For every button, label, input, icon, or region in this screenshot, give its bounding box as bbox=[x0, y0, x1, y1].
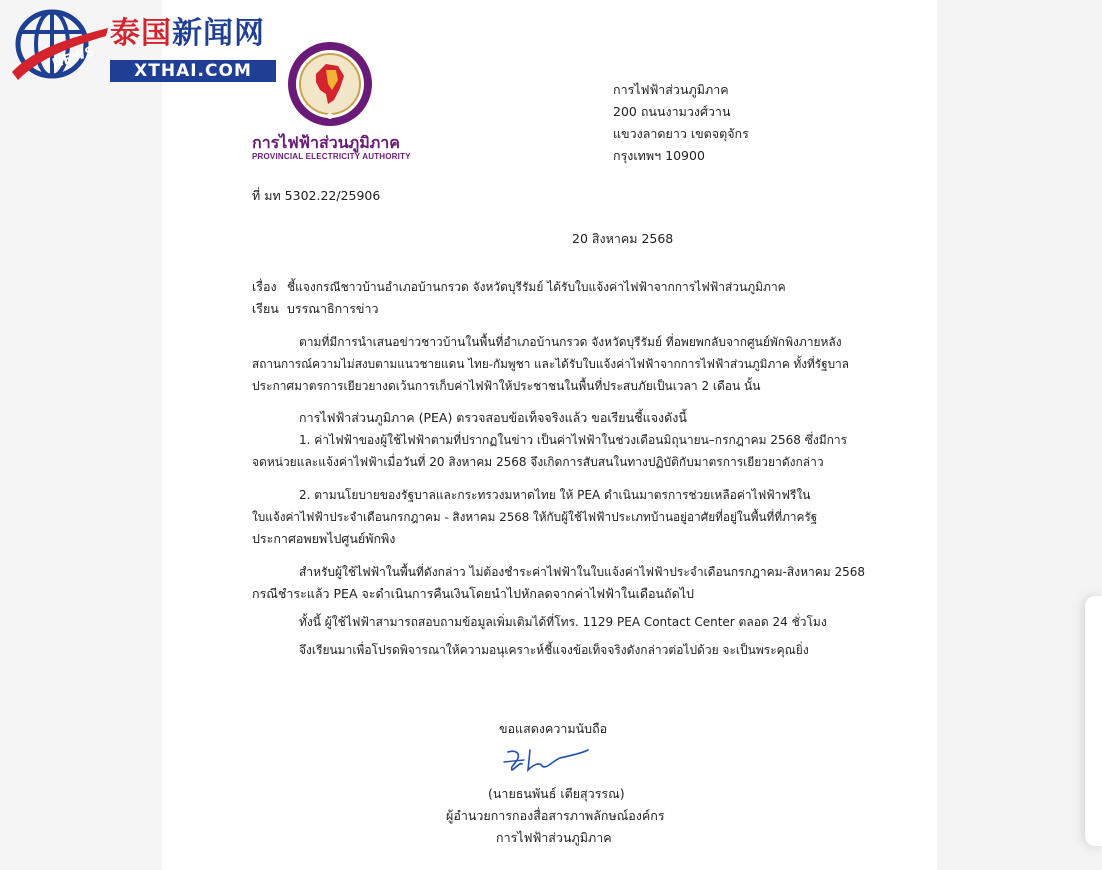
org-name-english: PROVINCIAL ELECTRICITY AUTHORITY bbox=[252, 152, 411, 161]
signer-name: (นายธนพันธ์ เตียสุวรรณ) bbox=[488, 786, 625, 801]
point2-line-3: ประกาศอพยพไปศูนย์พักพิง bbox=[252, 531, 396, 546]
subject-label: เรื่อง bbox=[252, 279, 277, 294]
reference-number: ที่ มท 5302.22/25906 bbox=[252, 188, 381, 203]
point2-line-2: ใบแจ้งค่าไฟฟ้าประจำเดือนกรกฎาคม - สิงหาคม 2568 ให้กับผู้ใช้ไฟฟ้าประเภทบ้านอยู่อาศัยที่อยู่ในพื้นที่ที่ภาครัฐ bbox=[252, 510, 818, 524]
para5: จึงเรียนมาเพื่อโปรดพิจารณาให้ความอนุเคราะห์ชี้แจงข้อเท็จจริงดังกล่าวต่อไปด้วย จะเป็นพระคุณยิ่ง bbox=[299, 643, 809, 657]
to-text: บรรณาธิการข่าว bbox=[287, 301, 379, 316]
org-name-thai: การไฟฟ้าส่วนภูมิภาค bbox=[252, 133, 400, 152]
right-margin-background bbox=[937, 0, 1102, 870]
watermark-chinese-red: 泰国 bbox=[110, 16, 172, 51]
address-line-4: กรุงเทพฯ 10900 bbox=[613, 148, 705, 163]
para3-line-1: สำหรับผู้ใช้ไฟฟ้าในพื้นที่ดังกล่าว ไม่ต้องชำระค่าไฟฟ้าในใบแจ้งค่าไฟฟ้าประจำเดือนกรกฎาคม-สิงหาคม 2568 bbox=[299, 565, 866, 579]
closing-regards: ขอแสดงความนับถือ bbox=[499, 721, 608, 736]
watermark-chinese-blue: 新闻网 bbox=[172, 16, 265, 51]
handwritten-signature bbox=[500, 746, 590, 776]
pea-logo-seal bbox=[286, 40, 374, 128]
left-margin-background bbox=[0, 0, 162, 870]
address-line-3: แขวงลาดยาว เขตจตุจักร bbox=[613, 126, 749, 141]
para1-line-3: ประกาศมาตรการเยียวยางดเว้นการเก็บค่าไฟฟ้าให้ประชาชนในพื้นที่ประสบภัยเป็นเวลา 2 เดือน นั้น bbox=[252, 379, 761, 393]
para2-intro: การไฟฟ้าส่วนภูมิภาค (PEA) ตรวจสอบข้อเท็จจริงแล้ว ขอเรียนชี้แจงดังนี้ bbox=[299, 410, 687, 425]
address-line-1: การไฟฟ้าส่วนภูมิภาค bbox=[613, 82, 729, 97]
address-line-2: 200 ถนนงามวงศ์วาน bbox=[613, 104, 731, 119]
para3-line-2: กรณีชำระแล้ว PEA จะดำเนินการคืนเงินโดยนำไปหักลดจากค่าไฟฟ้าในเดือนถัดไป bbox=[252, 586, 694, 601]
watermark-domain: XTHAI.COM bbox=[110, 60, 276, 82]
para4: ทั้งนี้ ผู้ใช้ไฟฟ้าสามารถสอบถามข้อมูลเพิ่มเติมได้ที่โทร. 1129 PEA Contact Center ตลอด 24 ชั่วโมง bbox=[299, 615, 827, 629]
point1-line-2: จดหน่วยและแจ้งค่าไฟฟ้าเมื่อวันที่ 20 สิงหาคม 2568 จึงเกิดการสับสนในทางปฏิบัติกับมาตรการเยียวยาดังกล่าว bbox=[252, 455, 824, 469]
globe-label: NEWS bbox=[50, 44, 97, 72]
letter-date: 20 สิงหาคม 2568 bbox=[572, 231, 674, 246]
globe-icon bbox=[10, 8, 110, 84]
watermark-chinese-title bbox=[110, 11, 265, 57]
signer-organization: การไฟฟ้าส่วนภูมิภาค bbox=[496, 830, 612, 845]
side-panel-edge bbox=[1085, 596, 1102, 846]
subject-text: ชี้แจงกรณีชาวบ้านอำเภอบ้านกรวด จังหวัดบุรีรัมย์ ได้รับใบแจ้งค่าไฟฟ้าจากการไฟฟ้าส่วนภูมิภาค bbox=[287, 280, 786, 294]
para1-line-2: สถานการณ์ความไม่สงบตามแนวชายแดน ไทย-กัมพูชา และได้รับใบแจ้งค่าไฟฟ้าจากการไฟฟ้าส่วนภูมิภาค ทั้งที่รัฐบาล bbox=[252, 357, 849, 371]
para1-line-1: ตามที่มีการนำเสนอข่าวชาวบ้านในพื้นที่อำเภอบ้านกรวด จังหวัดบุรีรัมย์ ที่อพยพกลับจากศูนย์พักพิงภายหลัง bbox=[299, 335, 842, 349]
point1-line-1: 1. ค่าไฟฟ้าของผู้ใช้ไฟฟ้าตามที่ปรากฏในข่าว เป็นค่าไฟฟ้าในช่วงเดือนมิถุนายน–กรกฎาคม 2568 ซึ่งมีการ bbox=[299, 433, 848, 447]
signer-title: ผู้อำนวยการกองสื่อสารภาพลักษณ์องค์กร bbox=[446, 808, 665, 823]
news-watermark bbox=[10, 8, 272, 84]
point2-line-1: 2. ตามนโยบายของรัฐบาลและกระทรวงมหาดไทย ให้ PEA ดำเนินมาตรการช่วยเหลือค่าไฟฟ้าฟรีใน bbox=[299, 488, 811, 502]
to-label: เรียน bbox=[252, 301, 279, 316]
